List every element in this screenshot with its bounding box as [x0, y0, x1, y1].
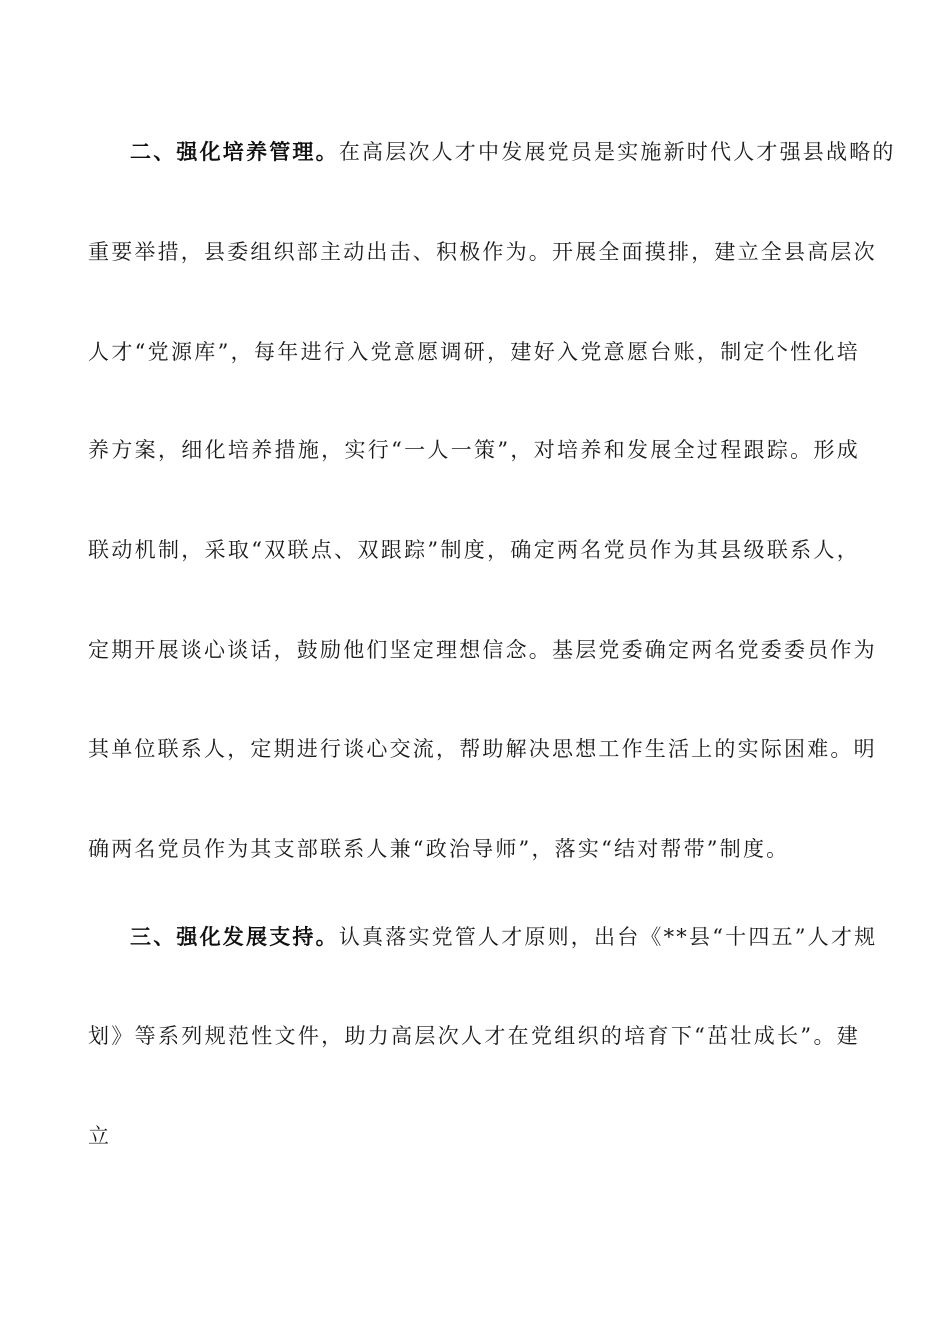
paragraph-2-line-6: 定期开展谈心谈话，鼓励他们坚定理想信念。基层党委确定两名党委委员作为	[88, 638, 877, 662]
paragraph-3-line-3: 立	[88, 1124, 112, 1148]
paragraph-text: 在高层次人才中发展党员是实施新时代人才强县战略的	[338, 140, 896, 164]
section-heading-2: 二、强化培养管理。	[130, 139, 339, 164]
paragraph-2-line-5: 联动机制，采取“双联点、双跟踪”制度，确定两名党员作为其县级联系人，	[88, 538, 860, 562]
paragraph-2-line-7: 其单位联系人，定期进行谈心交流，帮助解决思想工作生活上的实际困难。明	[88, 737, 877, 761]
paragraph-2-line-8: 确两名党员作为其支部联系人兼“政治导师”，落实“结对帮带”制度。	[88, 837, 790, 861]
paragraph-text: 认真落实党管人才原则，出台《**县“十四五”人才规	[338, 925, 878, 949]
paragraph-2-line-2: 重要举措，县委组织部主动出击、积极作为。开展全面摸排，建立全县高层次	[88, 240, 877, 264]
paragraph-2-line-1	[130, 132, 896, 172]
paragraph-3-line-2: 划》等系列规范性文件，助力高层次人才在党组织的培育下“茁壮成长”。建	[88, 1024, 860, 1048]
paragraph-3-line-1	[130, 917, 878, 957]
paragraph-2-line-3: 人才“党源库”，每年进行入党意愿调研，建好入党意愿台账，制定个性化培	[88, 340, 860, 364]
section-heading-3: 三、强化发展支持。	[130, 924, 339, 949]
paragraph-2-line-4: 养方案，细化培养措施，实行“一人一策”，对培养和发展全过程跟踪。形成	[88, 438, 860, 462]
